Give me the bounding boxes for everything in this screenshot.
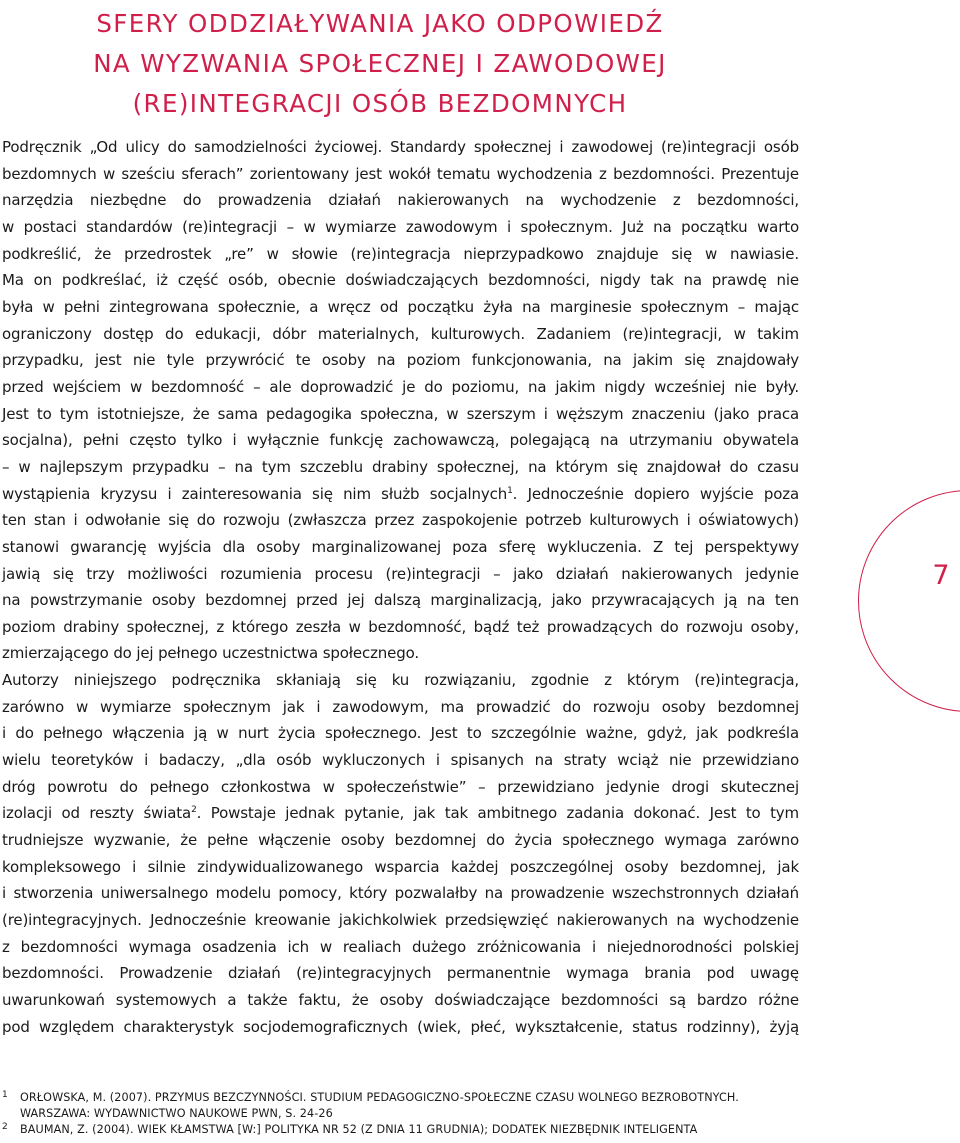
text-line: bezdomności. Prowadzenie działań (re)integracyjnych permanentnie wymaga brania pod uwagę xyxy=(2,964,799,983)
footnotes xyxy=(2,1090,832,1138)
text-line: Ma on podkreślać, iż część osób, obecnie doświadczających bezdomności, nigdy tak na prawdę nie xyxy=(2,271,799,290)
text-line: wielu teoretyków i badaczy, „dla osób wykluczonych i spisanych na straty wciąż nie przewidziano xyxy=(2,751,799,770)
text-line: i stworzenia uniwersalnego modelu pomocy, który pozwalałby na prowadzenie wszechstronnych działań xyxy=(2,884,799,903)
text-segment: . Powstaje jednak pytanie, jak tak ambitnego zadania dokonać. Jest to tym xyxy=(196,804,799,823)
text-line: z bezdomności wymaga osadzenia ich w realiach dużego zróżnicowania i niejednorodności polskiej xyxy=(2,937,799,956)
footnote-2 xyxy=(2,1122,832,1138)
body-text xyxy=(2,134,799,1040)
text-line: ten stan i odwołanie się do rozwoju (zwłaszcza przez zaspokojenie potrzeb kulturowych i oświatowych) xyxy=(2,511,799,530)
text-line: przypadku, jest nie tyle przywrócić te osoby na poziom funkcjonowania, na jakim się znajdowały xyxy=(2,351,799,370)
text-line: ograniczony dostęp do edukacji, dóbr materialnych, kulturowych. Zadaniem (re)integracji, w takim xyxy=(2,324,799,343)
text-line: Jest to tym istotniejsze, że sama pedagogika społeczna, w szerszym i węższym znaczeniu (jako praca xyxy=(2,404,799,423)
text-line: Podręcznik „Od ulicy do samodzielności życiowej. Standardy społecznej i zawodowej (re)integracji osób xyxy=(2,138,799,156)
page-number-circle xyxy=(858,490,960,712)
footnote-text: BAUMAN, Z. (2004). WIEK KŁAMSTWA [W:] POLITYKA NR 52 (Z DNIA 11 GRUDNIA); DODATEK NIEZBĘDNIK INTELIGENTA xyxy=(20,1123,698,1136)
text-line: przed wejściem w bezdomność – ale doprowadzić je do poziomu, na jakim nigdy wcześniej nie były. xyxy=(2,377,799,396)
text-line-with-footnote xyxy=(2,800,799,827)
text-line: na powstrzymanie osoby bezdomnej przed jej dalszą marginalizacją, jako przywracających ją na ten xyxy=(2,591,799,610)
text-line: Autorzy niniejszego podręcznika skłaniają się ku rozwiązaniu, zgodnie z którym (re)integracja, xyxy=(2,671,799,690)
footnote-text: WARSZAWA: WYDAWNICTWO NAUKOWE PWN, S. 24-26 xyxy=(20,1107,333,1120)
text-line: w postaci standardów (re)integracji – w wymiarze zawodowym i społecznym. Już na początku warto xyxy=(2,217,799,236)
text-line: jawią się trzy możliwości rozumienia procesu (re)integracji – jako działań nakierowanych jedynie xyxy=(2,564,799,583)
text-line: była w pełni zintegrowana społecznie, a wręcz od początku żyła na marginesie społecznym – mając xyxy=(2,297,799,316)
footnote-1 xyxy=(2,1090,832,1122)
text-line: bezdomnych w sześciu sferach” zorientowany jest wokół tematu wychodzenia z bezdomności. Prezentuje xyxy=(2,164,799,183)
chapter-title-line-2: NA WYZWANIA SPOŁECZNEJ I ZAWODOWEJ xyxy=(93,49,667,78)
chapter-title xyxy=(0,4,760,124)
text-line: zarówno w wymiarze społecznym jak i zawodowym, ma prowadzić do rozwoju osoby bezdomnej xyxy=(2,697,799,716)
text-line: socjalna), pełni często tylko i wyłącznie funkcję zachowawczą, polegającą na utrzymaniu obywatela xyxy=(2,431,799,450)
text-line: dróg powrotu do pełnego członkostwa w społeczeństwie” – przewidziano jedynie drogi skutecznej xyxy=(2,777,799,796)
chapter-title-line-1: SFERY ODDZIAŁYWANIA JAKO ODPOWIEDŹ xyxy=(96,9,664,38)
text-line: trudniejsze wyzwanie, że pełne włączenie osoby bezdomnej do życia społecznego wymaga zarówno xyxy=(2,831,799,850)
text-line: (re)integracyjnych. Jednocześnie kreowanie jakichkolwiek przedsięwzięć nakierowanych na wychodzenie xyxy=(2,911,799,930)
page-number: 7 xyxy=(932,560,950,591)
footnote-text: ORŁOWSKA, M. (2007). PRZYMUS BEZCZYNNOŚCI. STUDIUM PEDAGOGICZNO-SPOŁECZNE CZASU WOLNEGO BEZROBOTNYCH. xyxy=(20,1091,739,1104)
footnote-ref-2[interactable]: 2 xyxy=(191,805,197,816)
text-segment: wystąpienia kryzysu i zainteresowania się nim służb socjalnych xyxy=(2,484,508,503)
text-line: zmierzającego do jej pełnego uczestnictwa społecznego. xyxy=(2,644,419,663)
text-line: narzędzia niezbędne do prowadzenia działań nakierowanych na wychodzenie z bezdomności, xyxy=(2,191,799,210)
text-segment: izolacji od reszty świata xyxy=(2,804,192,823)
text-line: uwarunkowań systemowych a także faktu, że osoby doświadczające bezdomności są bardzo różne xyxy=(2,991,799,1009)
text-line: – w najlepszym przypadku – na tym szczeblu drabiny społecznej, na którym się znajdował do czasu xyxy=(2,457,799,476)
chapter-title-line-3: (RE)INTEGRACJI OSÓB BEZDOMNYCH xyxy=(132,89,628,118)
text-line: kompleksowego i silnie zindywidualizowanego wsparcia każdej poszczególnej osoby bezdomnej, jak xyxy=(2,857,799,876)
text-line: i do pełnego włączenia ją w nurt życia społecznego. Jest to szczególnie ważne, gdyż, jak podkreśla xyxy=(2,724,799,743)
text-line: pod względem charakterystyk socjodemograficznych (wiek, płeć, wykształcenie, status rodzinny), żyją xyxy=(2,1017,799,1036)
text-line-with-footnote xyxy=(2,481,799,508)
footnote-number: 2 xyxy=(2,1122,8,1132)
text-segment: . Jednocześnie dopiero wyjście poza xyxy=(512,484,799,503)
footnote-ref-1[interactable]: 1 xyxy=(507,485,513,496)
text-line: stanowi gwarancję wyjścia dla osoby marginalizowanej poza sferę wykluczenia. Z tej perspektywy xyxy=(2,537,799,556)
footnote-number: 1 xyxy=(2,1090,8,1100)
text-line: poziom drabiny społecznej, z którego zeszła w bezdomność, bądź też prowadzących do rozwoju osoby, xyxy=(2,617,799,636)
text-line: podkreślić, że przedrostek „re” w słowie (re)integracja nieprzypadkowo znajduje się w nawiasie. xyxy=(2,244,799,263)
